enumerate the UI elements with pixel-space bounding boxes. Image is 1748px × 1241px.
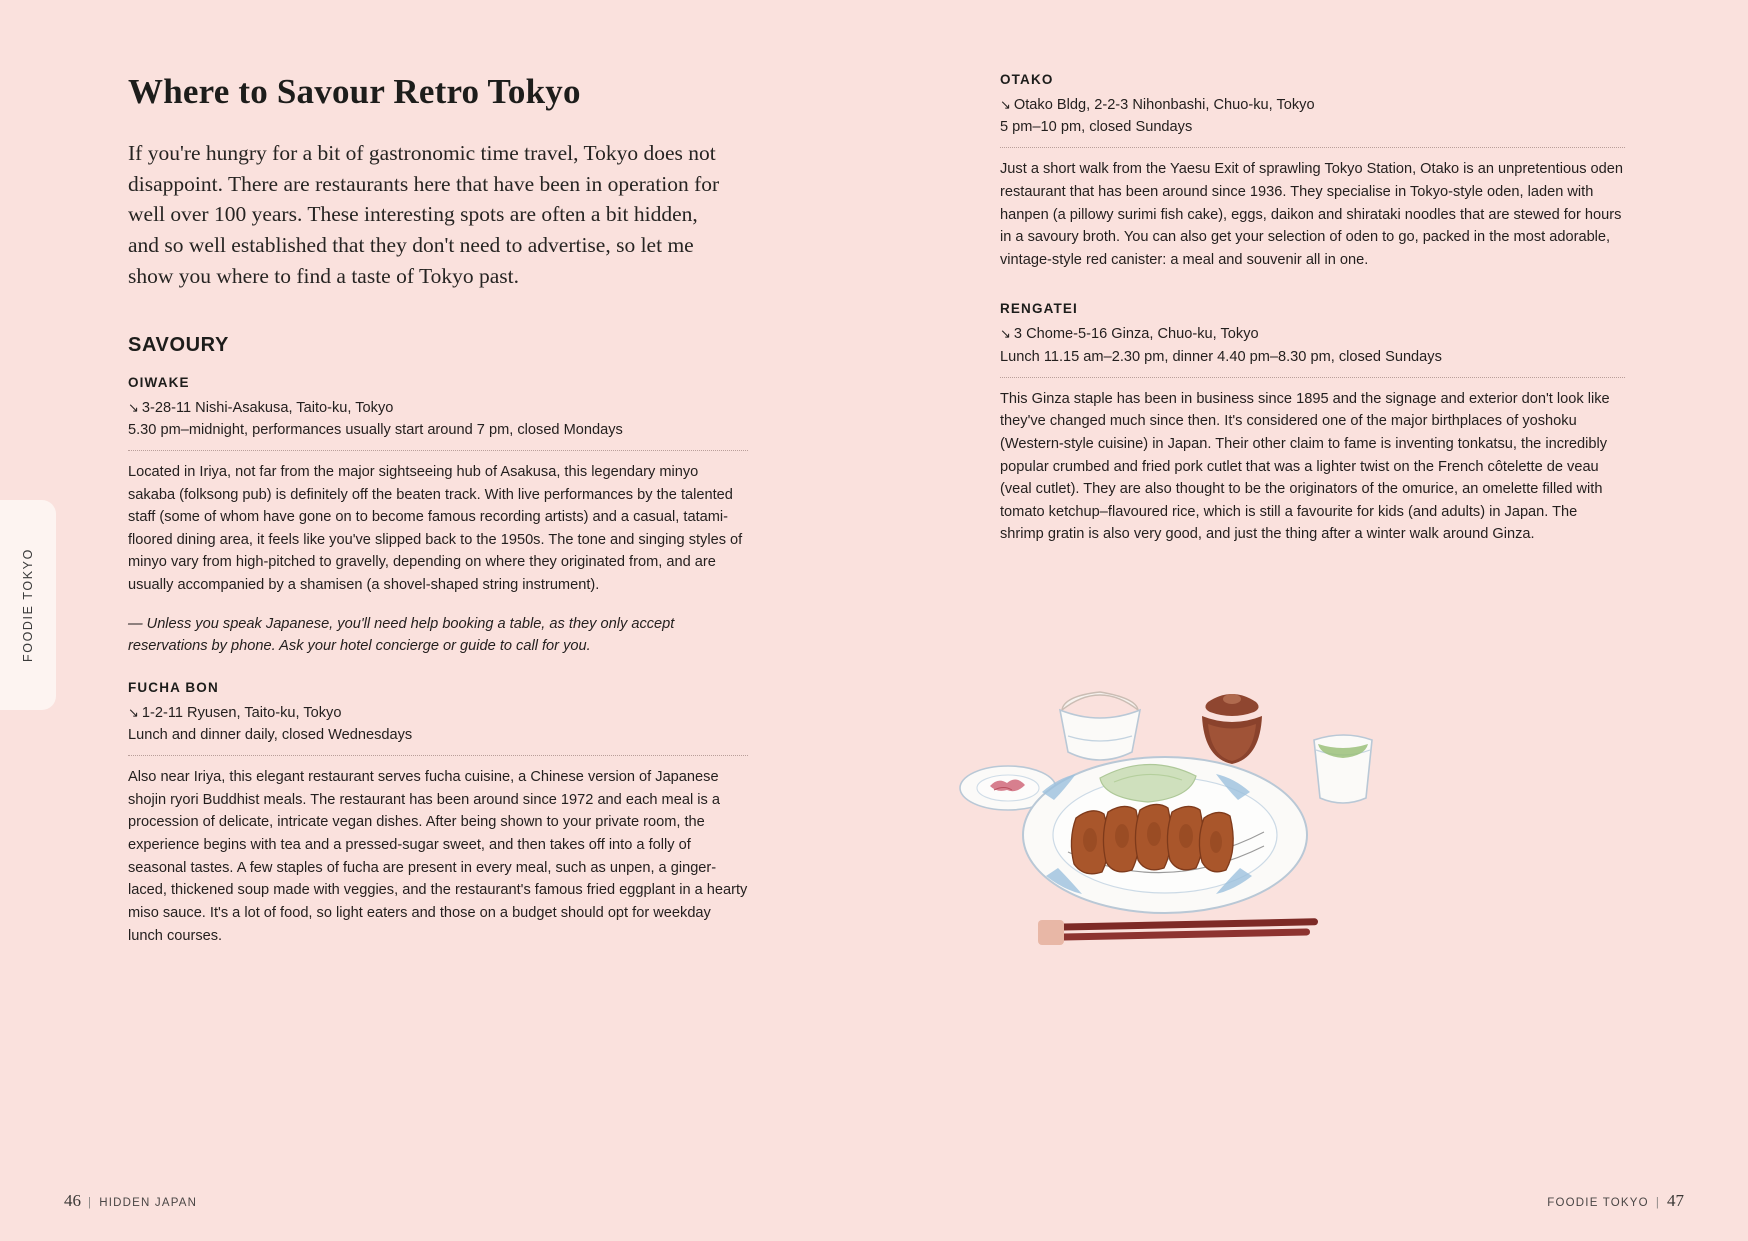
arrow-down-right-icon: ↘	[1000, 326, 1011, 342]
footer-separator: |	[88, 1197, 93, 1209]
page-title: Where to Savour Retro Tokyo	[128, 72, 581, 111]
entry-body: This Ginza staple has been in business since 1895 and the signage and exterior don't look like they've changed much since then. It's considered one of the major birthplaces of yoshoku (Western-style cuisine) in Japan. Their other claim to fame is inventing tonkatsu, the incredibly popular crumbed and fried pork cutlet that was a lighter twist on the French côtelette de veau (veal cutlet). They are also thought to be the originators of the omurice, an omelette filled with tomato ketchup–flavoured rice, which is still a favourite for kids (and adults) in Japan. The shrimp gratin is also very good, and just the thing after a winter walk around Ginza.	[1000, 390, 1610, 543]
entry-address: 3 Chome-5-16 Ginza, Chuo-ku, Tokyo	[1013, 326, 1259, 343]
right-page-column	[1000, 0, 1625, 1241]
entry-hours: Lunch and dinner daily, closed Wednesdays	[128, 727, 413, 744]
entry-title: OTAKO	[1000, 72, 1054, 87]
footer-separator: |	[1655, 1197, 1660, 1209]
entry-hours: Lunch 11.15 am–2.30 pm, dinner 4.40 pm–8.30 pm, closed Sundays	[1000, 348, 1442, 365]
page-number-left: 46	[64, 1191, 81, 1210]
entry-fucha-bon	[128, 680, 748, 947]
entry-oiwake	[128, 375, 748, 658]
entry-title: RENGATEI	[1000, 301, 1078, 317]
side-tab-foodie-tokyo[interactable]	[0, 500, 56, 710]
entry-divider	[128, 755, 748, 756]
entry-body: Located in Iriya, not far from the major sightseeing hub of Asakusa, this legendary minyo sakaba (folksong pub) is definitely off the beaten track. With live performances by the talented staff (some of whom have gone on to become famous recording artists) and a casual, tatami-floored dining area, it feels like you've slipped back to the 1950s. The tone and singing styles of minyo vary from high-pitched to gravelly, depending on where they originated from, and are usually accompanied by a shamisen (a shovel-shaped string instrument).	[128, 464, 743, 594]
footer-left	[64, 1191, 197, 1211]
arrow-down-right-icon: ↘	[128, 704, 139, 720]
entry-divider	[1000, 377, 1625, 378]
entry-address: 3-28-11 Nishi-Asakusa, Taito-ku, Tokyo	[141, 399, 394, 416]
intro-paragraph: If you're hungry for a bit of gastronomic time travel, Tokyo does not disappoint. There are restaurants here that have been in operation for well over 100 years. These interesting spots are often a bit hidden, and so well established that they don't need to advertise, so let me show you where to find a taste of Tokyo past.	[128, 141, 720, 288]
entry-divider	[128, 450, 748, 451]
entry-body: Also near Iriya, this elegant restaurant serves fucha cuisine, a Chinese version of Japanese shojin ryori Buddhist meals. The restaurant has been around since 1972 and each meal is a procession of delicate, intricate vegan dishes. After being shown to your private room, the experience begins with tea and a pressed-sugar sweet, and then takes off into a folly of seasonal tastes. A few staples of fucha are present in every meal, such as unpen, a ginger-laced, thickened soup made with veggies, and the restaurant's famous fried eggplant in a hearty miso sauce. It's a lot of food, so light eaters and those on a budget should opt for weekday lunch courses.	[128, 769, 748, 944]
footer-label-left: HIDDEN JAPAN	[99, 1197, 198, 1209]
page-number-right: 47	[1667, 1191, 1684, 1210]
footer-label-right: FOODIE TOKYO	[1547, 1197, 1649, 1209]
entry-divider	[1000, 147, 1625, 148]
section-heading-savoury: SAVOURY	[128, 333, 229, 356]
side-tab-label: FOODIE TOKYO	[21, 548, 35, 662]
entry-address-line	[128, 702, 748, 724]
footer-right	[1547, 1191, 1684, 1211]
entry-hours: 5 pm–10 pm, closed Sundays	[1000, 119, 1193, 136]
entry-address-line	[1000, 323, 1625, 345]
entry-address-line	[1000, 94, 1625, 116]
entry-address: Otako Bldg, 2-2-3 Nihonbashi, Chuo-ku, Tokyo	[1013, 97, 1315, 113]
arrow-down-right-icon: ↘	[1000, 97, 1011, 112]
entry-title: FUCHA BON	[128, 679, 219, 695]
entry-otako	[1000, 72, 1625, 271]
left-page-column	[128, 0, 748, 1241]
entry-body: Just a short walk from the Yaesu Exit of sprawling Tokyo Station, Otako is an unpretentious oden restaurant that has been around since 1936. They specialise in Tokyo-style oden, laden with hanpen (a pillowy surimi fish cake), eggs, daikon and shirataki noodles that are stewed for hours in a savoury broth. You can also get your selection of oden to go, packed in the most adorable, vintage-style red canister: a meal and souvenir all in one.	[1000, 161, 1624, 268]
entry-title: OIWAKE	[128, 374, 190, 390]
arrow-down-right-icon: ↘	[128, 399, 139, 415]
entry-rengatei	[1000, 301, 1625, 546]
entry-note: — Unless you speak Japanese, you'll need help booking a table, as they only accept reservations by phone. Ask your hotel concierge or guide to call for you.	[128, 615, 675, 655]
entry-hours: 5.30 pm–midnight, performances usually start around 7 pm, closed Mondays	[128, 421, 623, 438]
tonkatsu-set-meal-illustration	[950, 640, 1430, 980]
entry-address: 1-2-11 Ryusen, Taito-ku, Tokyo	[141, 704, 342, 721]
entry-address-line	[128, 397, 748, 419]
